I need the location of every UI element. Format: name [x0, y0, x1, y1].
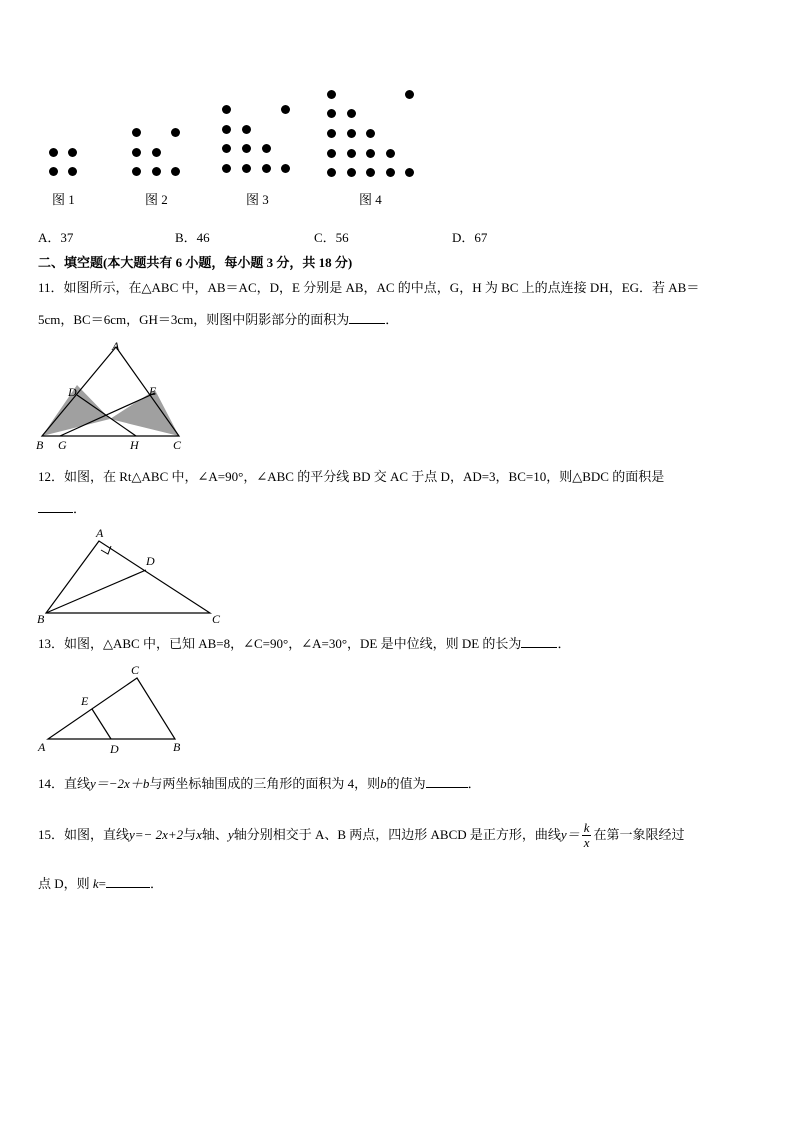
- segment-de: [92, 709, 111, 739]
- dot: [242, 144, 251, 153]
- dot: [49, 148, 58, 157]
- q12-line1: 12．如图，在 Rt△ABC 中，∠A=90°，∠ABC 的平分线 BD 交 AC 于点 D，AD=3，BC=10，则△BDC 的面积是: [38, 469, 665, 484]
- option-b: B．46: [175, 230, 210, 245]
- figure-label-2: 图 2: [145, 192, 168, 207]
- q11-triangle-diagram: [30, 338, 200, 456]
- q15-line2-pre: 点 D，则: [38, 876, 93, 891]
- q14-end: ．: [467, 776, 481, 791]
- dot: [132, 167, 141, 176]
- q12-line2-end: ．: [73, 501, 87, 516]
- answer-blank[interactable]: [106, 875, 150, 888]
- triangle-abc: [48, 678, 175, 739]
- dot: [242, 125, 251, 134]
- option-c: C．56: [314, 230, 349, 245]
- dot: [327, 129, 336, 138]
- dot: [386, 149, 395, 158]
- q15-line2: [38, 875, 163, 893]
- q12-line2: [38, 500, 86, 518]
- q14-formula: y＝−2x＋b: [90, 776, 150, 791]
- dot: [262, 164, 271, 173]
- segment-bd: [46, 570, 146, 613]
- label-g: G: [58, 438, 67, 452]
- q13-text-end: ．: [557, 636, 571, 651]
- label-d: D: [110, 742, 119, 756]
- answer-blank[interactable]: [426, 775, 468, 788]
- dot: [347, 168, 356, 177]
- q15-mid1: 与: [183, 827, 197, 842]
- label-d: D: [68, 385, 77, 399]
- label-d: D: [146, 554, 155, 568]
- q14-pre: 14．直线: [38, 776, 91, 791]
- dot: [262, 144, 271, 153]
- option-a: A．37: [38, 230, 74, 245]
- section-title: 二、填空题(本大题共有 6 小题，每小题 3 分，共 18 分): [38, 255, 353, 270]
- q13-triangle-diagram: [32, 660, 197, 756]
- label-c: C: [212, 612, 221, 626]
- label-e: E: [81, 694, 89, 708]
- dot: [49, 167, 58, 176]
- dot: [132, 148, 141, 157]
- dot: [222, 105, 231, 114]
- label-a: A: [112, 339, 120, 353]
- dot: [327, 90, 336, 99]
- dot: [347, 149, 356, 158]
- dot: [68, 148, 77, 157]
- dot: [68, 167, 77, 176]
- fraction-numerator: k: [583, 819, 590, 835]
- fraction-denominator: x: [583, 834, 590, 850]
- label-b: B: [36, 438, 44, 452]
- dot: [405, 168, 414, 177]
- label-a: A: [96, 526, 104, 540]
- q15-k-var: k: [92, 876, 99, 891]
- q15-pre: 15．如图，直线: [38, 827, 130, 842]
- dot: [222, 164, 231, 173]
- dot: [386, 168, 395, 177]
- dot: [171, 128, 180, 137]
- q11-line2: [38, 311, 398, 329]
- dot: [222, 144, 231, 153]
- label-b: B: [173, 740, 181, 754]
- dot: [327, 168, 336, 177]
- dot: [347, 129, 356, 138]
- q14-mid: 与两坐标轴围成的三角形的面积为 4，则: [149, 776, 381, 791]
- label-b: B: [37, 612, 45, 626]
- q13-text: [38, 635, 570, 653]
- dot: [152, 148, 161, 157]
- label-a: A: [38, 740, 46, 754]
- dot: [366, 129, 375, 138]
- q11-line1: 11．如图所示，在△ABC 中，AB＝AC，D，E 分别是 AB，AC 的中点，G，H 为 BC 上的点连接 DH，EG．若 AB＝: [38, 280, 700, 295]
- dot: [405, 90, 414, 99]
- q15-curve-lhs: y＝: [560, 827, 580, 842]
- dot: [327, 149, 336, 158]
- q14-text: [38, 775, 481, 793]
- dot: [347, 109, 356, 118]
- dot: [222, 125, 231, 134]
- figure-label-1: 图 1: [52, 192, 75, 207]
- answer-blank[interactable]: [349, 311, 385, 324]
- q15-formula: y=− 2x+2: [129, 827, 184, 842]
- label-e: E: [149, 384, 157, 398]
- q11-line2-text: 5cm，BC＝6cm，GH＝3cm，则图中阴影部分的面积为: [38, 312, 350, 327]
- dot: [132, 128, 141, 137]
- label-c: C: [173, 438, 182, 452]
- answer-blank[interactable]: [38, 500, 73, 513]
- fraction-k-over-x: [582, 821, 592, 850]
- dot: [242, 164, 251, 173]
- option-d: D．67: [452, 230, 488, 245]
- dot: [366, 149, 375, 158]
- q14-post: 的值为: [386, 776, 426, 791]
- q15-tail: 在第一象限经过: [593, 827, 685, 842]
- q13-text-body: 13．如图，△ABC 中，已知 AB=8，∠C=90°，∠A=30°，DE 是中位线，则 DE 的长为: [38, 636, 522, 651]
- shaded-region: [110, 390, 179, 436]
- dot: [152, 167, 161, 176]
- q15-line1: [38, 818, 684, 852]
- q11-line2-end: ．: [385, 312, 399, 327]
- q15-x-axis: x: [196, 827, 202, 842]
- q12-triangle-diagram: [32, 525, 232, 627]
- q15-mid2: 轴、: [201, 827, 228, 842]
- dot: [327, 109, 336, 118]
- answer-blank[interactable]: [521, 635, 557, 648]
- dot: [366, 168, 375, 177]
- dot: [281, 105, 290, 114]
- label-h: H: [130, 438, 139, 452]
- q15-line2-eq: =: [98, 876, 107, 891]
- figure-label-3: 图 3: [246, 192, 269, 207]
- q15-y-axis: y: [227, 827, 234, 842]
- label-c: C: [131, 663, 140, 677]
- dot: [171, 167, 180, 176]
- figure-label-4: 图 4: [359, 192, 382, 207]
- q14-var: b: [380, 776, 387, 791]
- dot: [281, 164, 290, 173]
- q15-line2-end: ．: [150, 876, 164, 891]
- q15-mid3: 轴分别相交于 A、B 两点，四边形 ABCD 是正方形，曲线: [233, 827, 561, 842]
